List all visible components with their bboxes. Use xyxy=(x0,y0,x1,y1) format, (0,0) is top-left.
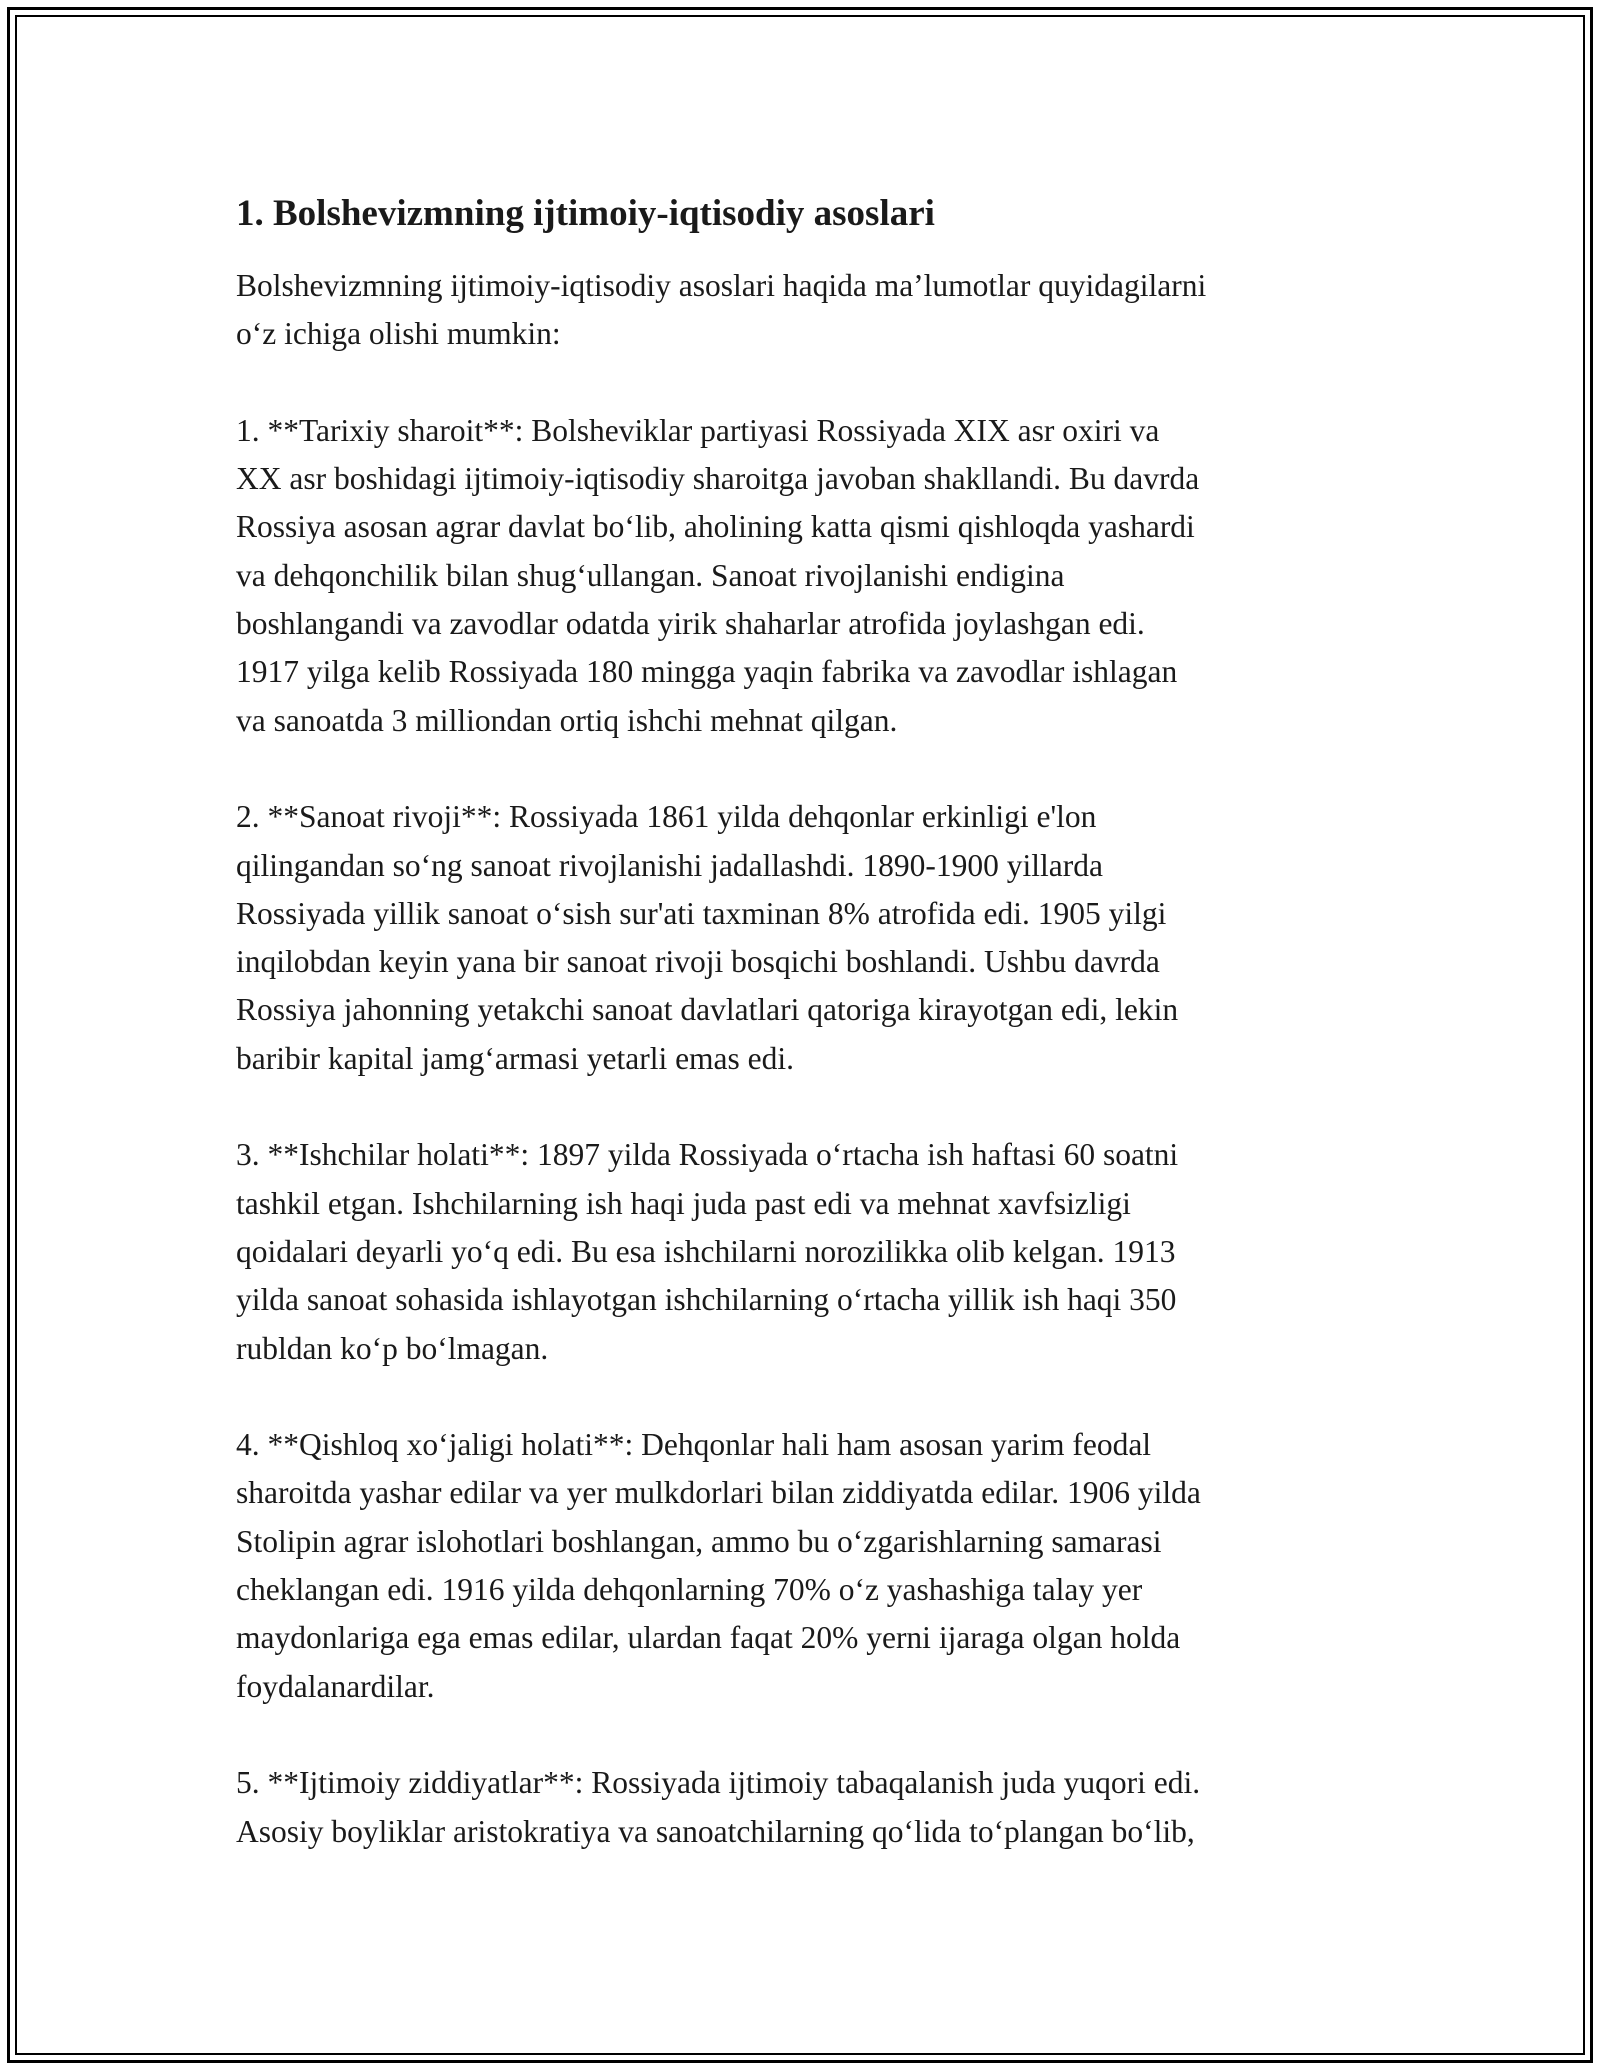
text-line: Bolshevizmning ijtimoiy-iqtisodiy asoslari haqida ma’lumotlar quyidagilarni xyxy=(236,268,1207,303)
text-line: o‘z ichiga olishi mumkin: xyxy=(236,316,561,352)
text-line: maydonlariga ega emas edilar, ulardan faqat 20% yerni ijaraga olgan holda xyxy=(236,1620,1181,1656)
text-line: Rossiyada yillik sanoat o‘sish sur'ati taxminan 8% atrofida edi. 1905 yilgi xyxy=(236,895,1167,931)
text-line: sharoitda yashar edilar va yer mulkdorlari bilan ziddiyatda edilar. 1906 yilda xyxy=(236,1475,1201,1511)
paragraph-sanoat-rivoji xyxy=(236,793,1366,1083)
paragraph-tarixiy-sharoit xyxy=(236,407,1366,745)
text-line: cheklangan edi. 1916 yilda dehqonlarning 70% o‘z yashashiga talay yer xyxy=(236,1572,1143,1608)
text-line: va dehqonchilik bilan shug‘ullangan. Sanoat rivojlanishi endigina xyxy=(236,557,1065,593)
text-line: 3. **Ishchilar holati**: 1897 yilda Rossiyada o‘rtacha ish haftasi 60 soatni xyxy=(236,1137,1179,1173)
text-line: 5. **Ijtimoiy ziddiyatlar**: Rossiyada ijtimoiy tabaqalanish juda yuqori edi. xyxy=(236,1765,1201,1801)
text-line: 4. **Qishloq xo‘jaligi holati**: Dehqonlar hali ham asosan yarim feodal xyxy=(236,1427,1152,1463)
text-line: boshlangandi va zavodlar odatda yirik shaharlar atrofida joylashgan edi. xyxy=(236,606,1145,642)
text-line: Rossiya asosan agrar davlat bo‘lib, aholining katta qismi qishloqda yashardi xyxy=(236,509,1195,545)
text-line: 1. **Tarixiy sharoit**: Bolsheviklar partiyasi Rossiyada XIX asr oxiri va xyxy=(236,412,1160,448)
text-line: baribir kapital jamg‘armasi yetarli emas edi. xyxy=(236,1040,795,1076)
text-line: Asosiy boyliklar aristokratiya va sanoatchilarning qo‘lida to‘plangan bo‘lib, xyxy=(236,1813,1195,1849)
text-line: qoidalari deyarli yo‘q edi. Bu esa ishchilarni norozilikka olib kelgan. 1913 xyxy=(236,1233,1176,1269)
text-line: 2. **Sanoat rivoji**: Rossiyada 1861 yilda dehqonlar erkinligi e'lon xyxy=(236,799,1097,835)
text-line: Rossiya jahonning yetakchi sanoat davlatlari qatoriga kirayotgan edi, lekin xyxy=(236,992,1179,1028)
text-line: tashkil etgan. Ishchilarning ish haqi juda past edi va mehnat xavfsizligi xyxy=(236,1185,1131,1221)
paragraph-qishloq-xojaligi xyxy=(236,1421,1366,1711)
text-line: va sanoatda 3 milliondan ortiq ishchi mehnat qilgan. xyxy=(236,702,898,738)
text-line: inqilobdan keyin yana bir sanoat rivoji bosqichi boshlandi. Ushbu davrda xyxy=(236,944,1160,980)
paragraph-ishchilar-holati xyxy=(236,1131,1366,1372)
text-line: 1917 yilga kelib Rossiyada 180 mingga yaqin fabrika va zavodlar ishlagan xyxy=(236,654,1178,690)
text-line: yilda sanoat sohasida ishlayotgan ishchilarning o‘rtacha yillik ish haqi 350 xyxy=(236,1282,1177,1318)
text-line: qilingandan so‘ng sanoat rivojlanishi jadallashdi. 1890-1900 yillarda xyxy=(236,847,1103,883)
document-title: 1. Bolshevizmning ijtimoiy-iqtisodiy asoslari xyxy=(236,193,935,234)
text-line: Stolipin agrar islohotlari boshlangan, ammo bu o‘zgarishlarning samarasi xyxy=(236,1523,1162,1559)
text-line: foydalanardilar. xyxy=(236,1668,435,1704)
paragraph-ijtimoiy-ziddiyatlar xyxy=(236,1759,1366,1856)
text-line: XX asr boshidagi ijtimoiy-iqtisodiy sharoitga javoban shakllandi. Bu davrda xyxy=(236,461,1200,497)
document-body xyxy=(236,188,1366,1904)
text-line: rubldan ko‘p bo‘lmagan. xyxy=(236,1330,549,1366)
paragraph-intro xyxy=(236,262,1366,359)
